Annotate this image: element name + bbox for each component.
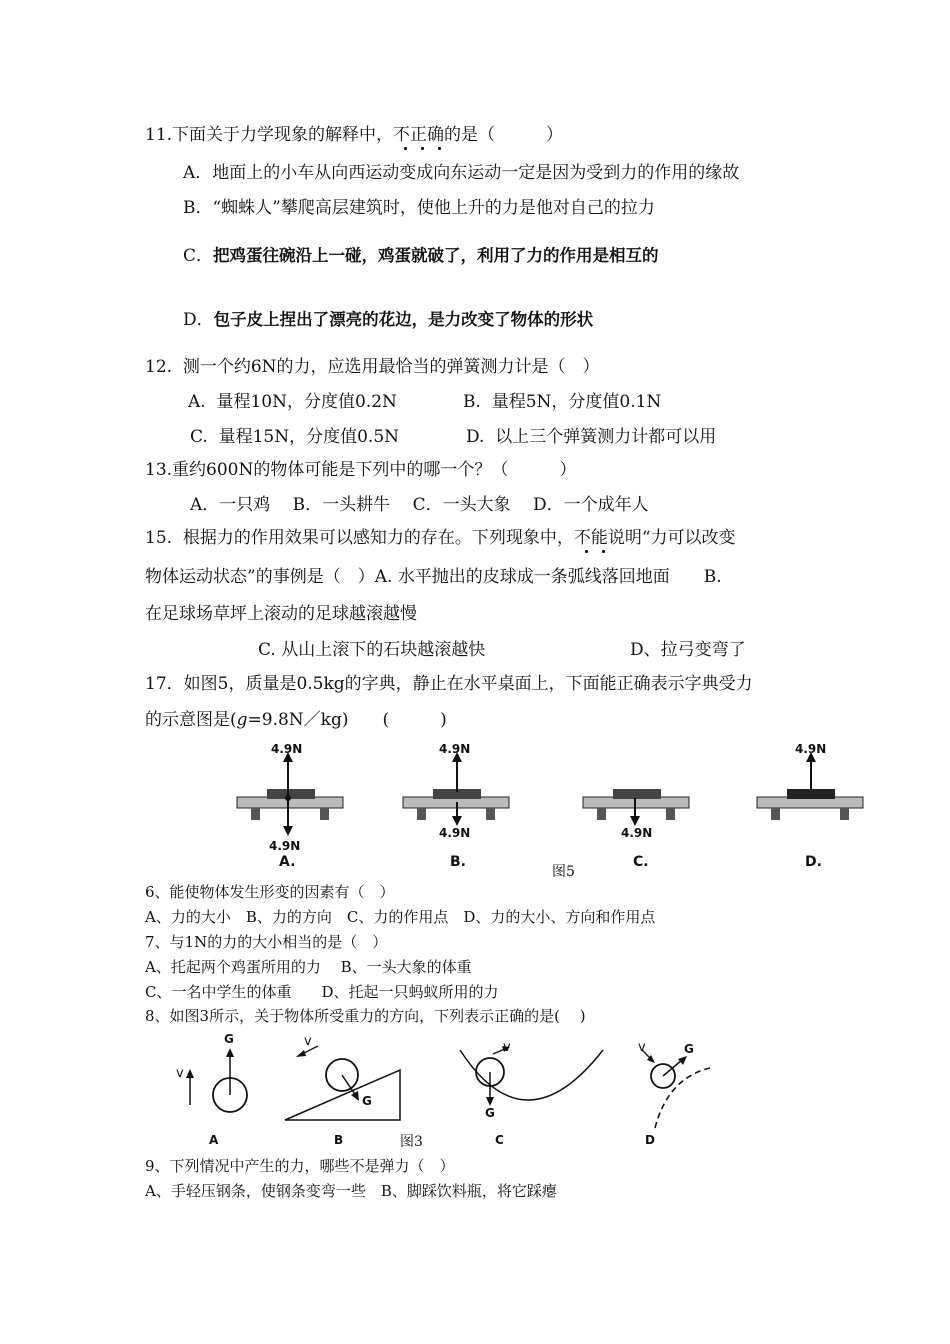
q11-emphasis: 不正确: [393, 125, 445, 145]
fig5-label-b: B.: [450, 854, 466, 870]
q12-stem: 12. 测一个约6N的力，应选用最恰当的弹簧测力计是（ ）: [145, 357, 600, 377]
fig5-caption: 图5: [552, 864, 575, 880]
fig3-label-a: A: [209, 1133, 219, 1147]
fig5-label-a: A.: [279, 854, 296, 870]
fig5-a-bottom-force-label: 4.9N: [269, 839, 301, 853]
q13-stem: 13.重约600N的物体可能是下列中的哪一个？（ ）: [145, 460, 577, 480]
q9-stem: 9、下列情况中产生的力，哪些不是弹力（ ）: [145, 1157, 455, 1175]
q7-options-line1: A、托起两个鸡蛋所用的力 B、一头大象的体重: [145, 958, 472, 976]
fig3-a-v-label: v: [176, 1066, 184, 1081]
fig3-panel-b-diagram: [280, 1030, 420, 1155]
q13-options: A．一只鸡 B．一头耕牛 C．一头大象 D．一个成年人: [190, 495, 649, 515]
fig3-panel-c: [455, 1030, 615, 1155]
q15-emphasis: 不能: [573, 528, 608, 548]
q12-option-a: A. 量程10N，分度值0.2N: [188, 392, 397, 412]
q12-option-b: B. 量程5N，分度值0.1N: [463, 392, 662, 412]
q11-option-d: D．包子皮上捏出了漂亮的花边，是力改变了物体的形状: [183, 310, 594, 330]
fig3-caption: 图3: [400, 1134, 423, 1150]
q15-stem: 15. 根据力的作用效果可以感知力的存在。下列现象中，不能说明“力可以改变: [145, 528, 736, 548]
fig3-panel-a: [160, 1030, 270, 1155]
fig5-c-force-label: 4.9N: [621, 826, 653, 840]
fig3-panel-b: [280, 1030, 420, 1155]
q15-option-d: D、拉弓变弯了: [630, 640, 746, 660]
q9-options-line1: A、手轻压钢条，使钢条变弯一些 B、脚踩饮料瓶，将它踩瘪: [145, 1182, 557, 1200]
q7-stem: 7、与1N的力的大小相当的是（ ）: [145, 933, 388, 951]
fig3-b-v-label: v: [304, 1034, 312, 1049]
fig5-d-force-label: 4.9N: [795, 742, 827, 756]
fig3-label-b: B: [334, 1133, 344, 1147]
q11-option-c: C．把鸡蛋往碗沿上一碰，鸡蛋就破了，利用了力的作用是相互的: [183, 246, 659, 266]
fig5-label-d: D.: [805, 854, 822, 870]
fig3-a-g-label: G: [224, 1032, 234, 1046]
fig3-panel-c-diagram: [455, 1030, 615, 1155]
q17-stem-line1: 17．如图5，质量是0.5kg的字典，静止在水平桌面上，下面能正确表示字典受力: [145, 674, 753, 694]
fig3-d-v-label: v: [638, 1040, 646, 1055]
fig3-d-g-label: G: [684, 1042, 694, 1056]
q15-line2: 物体运动状态”的事例是（ ）A. 水平抛出的皮球成一条弧线落回地面 B.: [145, 567, 722, 587]
q6-stem: 6、能使物体发生形变的因素有（ ）: [145, 883, 395, 901]
q15-line3: 在足球场草坪上滚动的足球越滚越慢: [145, 604, 417, 624]
q12-option-d: D. 以上三个弹簧测力计都可以用: [466, 427, 717, 447]
q12-option-c: C. 量程15N，分度值0.5N: [190, 427, 400, 447]
fig5-b-bottom-force-label: 4.9N: [439, 826, 471, 840]
q8-stem: 8、如图3所示，关于物体所受重力的方向，下列表示正确的是( ): [145, 1007, 586, 1025]
fig5-panel-c: [575, 740, 705, 880]
fig5-panel-a: [225, 740, 355, 880]
fig3-c-g-label: G: [485, 1106, 495, 1120]
fig3-label-c: C: [495, 1133, 504, 1147]
fig5-label-c: C.: [633, 854, 649, 870]
fig3-panel-d-diagram: [620, 1030, 730, 1155]
fig3-b-g-label: G: [362, 1094, 372, 1108]
fig5-a-top-force-label: 4.9N: [271, 742, 303, 756]
figure-5: [225, 740, 875, 880]
fig5-panel-d: [747, 740, 875, 880]
q11-stem: 11.下面关于力学现象的解释中，不正确的是（ ）: [145, 125, 564, 145]
q11-option-b: B．“蜘蛛人”攀爬高层建筑时，使他上升的力是他对自己的拉力: [183, 198, 655, 218]
fig3-label-d: D: [645, 1133, 655, 1147]
fig5-b-top-force-label: 4.9N: [439, 742, 471, 756]
fig3-c-v-label: v: [503, 1040, 511, 1055]
q17-stem-line2: 的示意图是(g=9.8N／kg) ( ): [145, 710, 447, 730]
q11-option-a: A．地面上的小车从向西运动变成向东运动一定是因为受到力的作用的缘故: [183, 163, 740, 183]
q6-options: A、力的大小 B、力的方向 C、力的作用点 D、力的大小、方向和作用点: [145, 908, 656, 926]
fig5-panel-b: [395, 740, 525, 880]
figure-3: [160, 1030, 730, 1155]
q15-option-c: C. 从山上滚下的石块越滚越快: [258, 640, 486, 660]
q7-options-line2: C、一名中学生的体重 D、托起一只蚂蚁所用的力: [145, 983, 499, 1001]
fig3-panel-d: [620, 1030, 730, 1155]
